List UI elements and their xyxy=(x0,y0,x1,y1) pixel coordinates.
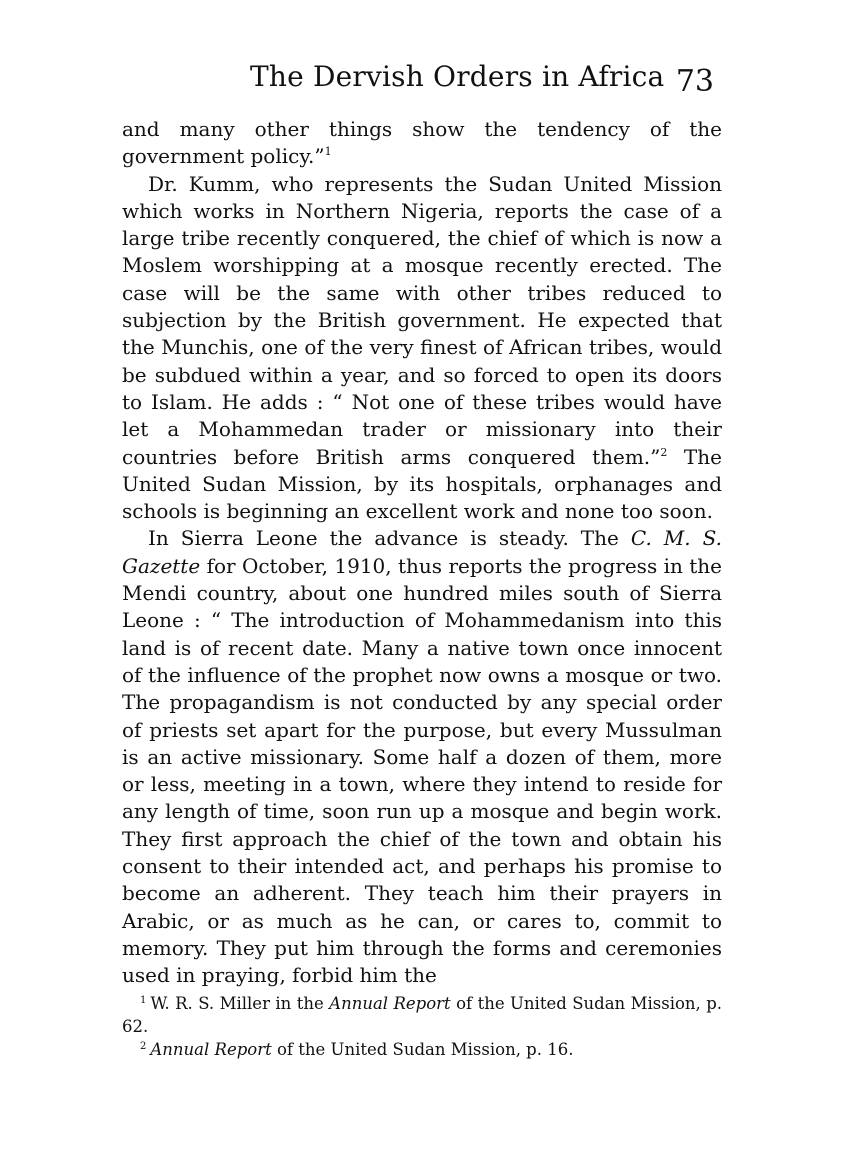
footnote-1-italic: Annual Report xyxy=(329,994,451,1013)
footnote-ref-1: 1 xyxy=(324,145,332,159)
footnote-ref-2: 2 xyxy=(660,445,668,459)
paragraph-3 xyxy=(122,525,722,989)
footnote-1-text-b: of the United Sudan Mission, p. 62. xyxy=(122,994,723,1036)
footnote-2-italic: Annual Report xyxy=(150,1040,272,1059)
body-text xyxy=(122,116,722,990)
paragraph-3-text-a: In Sierra Leone the advance is steady. The xyxy=(148,526,631,551)
paragraph-1-text: and many other things show the tendency of the government policy.” xyxy=(122,117,722,169)
paragraph-3-text-b: for October, 1910, thus reports the progress in the Mendi country, about one hundred miles south of Sierra Leone : “ The introduction of Mohammedanism into this land is of recent date. Many a native town once innocent of the influence of the prophet now owns a mosque or two. The propagandism is not conducted by any special order of priests set apart for the purpose, but every Mussulman is an active missionary. Some half a dozen of them, more or less, meeting in a town, where they intend to reside for any length of time, soon run up a mosque and begin work. They first approach the chief of the town and obtain his consent to their intended act, and perhaps his promise to become an adherent. They teach him their prayers in Arabic, or as much as he can, or cares to, commit to memory. They put him through the forms and ceremonies used in praying, forbid him the xyxy=(122,553,722,988)
paragraph-2-text-a: Dr. Kumm, who represents the Sudan United Mission which works in Northern Nigeria, reports the case of a large tribe recently conquered, the chief of which is now a Moslem worshipping at a mosque recently erected. The case will be the same with other tribes reduced to subjection by the British government. He expected that the Munchis, one of the very finest of African tribes, would be subdued within a year, and so forced to open its doors to Islam. He adds : “ Not one of these tribes would have let a Mohammedan trader or missionary into their countries before British arms conquered them.” xyxy=(122,171,722,469)
footnote-2-text-b: of the United Sudan Mission, p. 16. xyxy=(271,1040,574,1059)
footnotes xyxy=(122,992,722,1061)
page-number: 73 xyxy=(675,64,714,99)
footnote-1-mark: 1 xyxy=(140,995,147,1006)
paragraph-3-italic-title: C. M. S. Gazette xyxy=(122,526,722,578)
footnote-1 xyxy=(122,992,722,1038)
footnote-2 xyxy=(122,1038,722,1061)
page-header xyxy=(122,58,722,102)
footnote-1-text-a: W. R. S. Miller in the xyxy=(150,994,330,1013)
footnote-2-mark: 2 xyxy=(140,1041,147,1052)
running-title: The Dervish Orders in Africa xyxy=(250,60,665,93)
paragraph-2 xyxy=(122,171,722,526)
paragraph-2-text-b: The United Sudan Mission, by its hospitals, orphanages and schools is beginning an excellent work and none too soon. xyxy=(122,444,722,524)
paragraph-1 xyxy=(122,116,722,171)
